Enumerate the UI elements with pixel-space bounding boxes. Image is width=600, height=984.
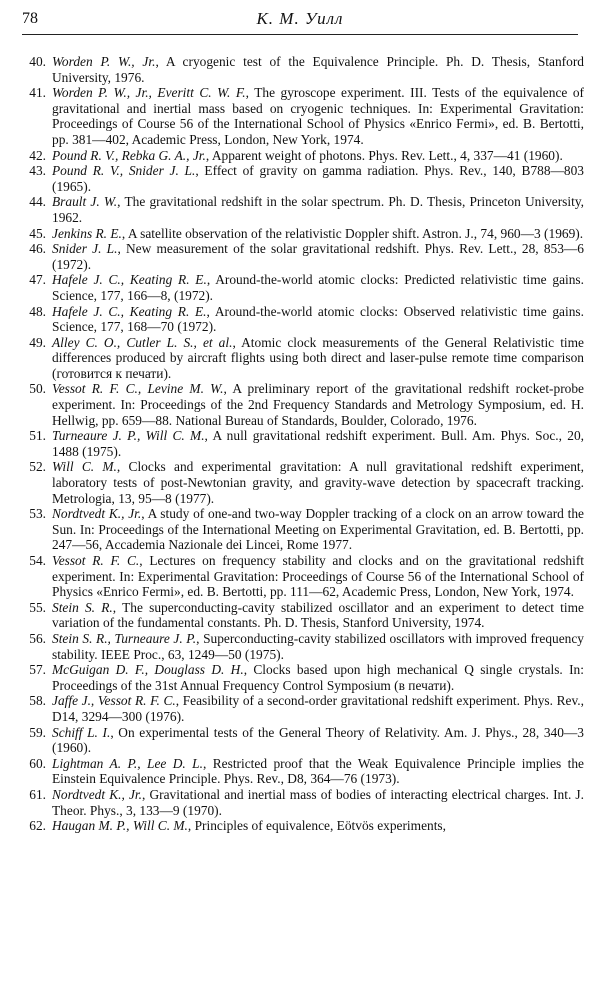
reference-separator: , (117, 241, 127, 257)
reference-authors: Nordtvedt K., Jr. (52, 786, 142, 802)
reference-separator: , (223, 381, 233, 397)
reference-item (18, 459, 584, 506)
reference-separator: , (245, 85, 255, 101)
reference-item (18, 428, 584, 459)
reference-number: 49. (29, 334, 46, 350)
reference-separator: , (141, 786, 150, 802)
reference-number: 62. (29, 818, 46, 834)
reference-text: Clocks based upon high mechanical Q single crystals. In: Proceedings of the 31st Annual Frequency Control Symposium (в печати). (52, 662, 584, 693)
reference-item (18, 304, 584, 335)
reference-text: The gyroscope experiment. III. Tests of the equivalence of gravitational and inertial mass based on cryogenic techniques. In: Experimental Gravitation: Proceedings of Course 56 of the International School of Physics «Enrico Fermi», ed. B. Bertotti, pp. 381—402, Academic Press, London, New York, 1974. (52, 85, 584, 147)
reference-separator: , (117, 194, 125, 210)
reference-authors: Stein S. R., Turneaure J. P. (52, 630, 197, 646)
reference-number: 57. (29, 662, 46, 678)
reference-number: 60. (29, 755, 46, 771)
reference-text: Around-the-world atomic clocks: Observed relativistic time gains. Science, 177, 168—70 (1972). (52, 303, 584, 335)
reference-number: 50. (29, 381, 46, 397)
reference-number: 47. (29, 272, 46, 288)
reference-authors: Vessot R. F. C., Levine M. W. (52, 381, 224, 397)
reference-list (18, 54, 584, 834)
reference-text: Lectures on frequency stability and clocks and on the gravitational redshift experiment. In: Experimental Gravitation: Proceedings of Course 56 of the International School of Physics «Enrico Fermi», ed. B. Bertotti, pp. 111—62, Academic Press, London, New York, 1974. (52, 553, 585, 600)
reference-item (18, 818, 584, 834)
reference-separator: , (243, 662, 254, 678)
reference-authors: Stein S. R. (52, 599, 113, 615)
reference-item (18, 725, 584, 756)
reference-number: 41. (29, 85, 46, 101)
reference-item (18, 756, 584, 787)
reference-authors: Jaffe J., Vessot R. F. C. (52, 693, 176, 709)
reference-number: 55. (29, 599, 46, 615)
reference-authors: Turneaure J. P., Will C. M. (52, 428, 205, 444)
reference-authors: Alley C. O., Cutler L. S., et al. (52, 334, 233, 350)
reference-text: A preliminary report of the gravitational redshift rocket-probe experiment. In: Proceedings of the 2nd Frequency Standards and Metrology Symposium, ed. H. Hellwig, pp. 659—88. National Bureau of Standards, Boulder, Colorado, 1976. (52, 381, 584, 428)
reference-authors: Hafele J. C., Keating R. E. (52, 272, 207, 288)
reference-separator: , (196, 630, 204, 646)
reference-authors: Lightman A. P., Lee D. L. (52, 755, 203, 771)
reference-number: 52. (29, 459, 46, 475)
reference-separator: , (206, 303, 215, 319)
reference-text: New measurement of the solar gravitational redshift. Phys. Rev. Lett., 28, 853—6 (1972). (52, 241, 584, 272)
reference-item (18, 506, 584, 553)
reference-item (18, 85, 584, 147)
reference-text: The superconducting-cavity stabilized oscillator and an experiment to detect time variation of the fundamental constants. Ph. D. Thesis, Stanford University, 1974. (52, 599, 584, 631)
reference-authors: Worden P. W., Jr., Everitt C. W. F. (52, 85, 246, 101)
reference-text: Restricted proof that the Weak Equivalence Principle implies the Einstein Equivalence Principle. Phys. Rev., D8, 364—76 (1973). (52, 755, 584, 787)
reference-item (18, 553, 584, 600)
reference-separator: , (110, 724, 119, 740)
reference-number: 54. (29, 553, 46, 568)
reference-separator: , (195, 163, 205, 179)
reference-item (18, 148, 584, 164)
reference-number: 59. (29, 724, 46, 740)
reference-separator: , (139, 553, 150, 568)
reference-separator: , (202, 755, 213, 771)
reference-item (18, 194, 584, 225)
reference-separator: , (141, 506, 148, 522)
reference-authors: Jenkins R. E. (52, 225, 122, 241)
reference-number: 46. (29, 241, 46, 257)
reference-item (18, 600, 584, 631)
reference-authors: Nordtvedt K., Jr. (52, 506, 142, 522)
reference-item (18, 693, 584, 724)
reference-separator: , (204, 428, 213, 444)
reference-item (18, 272, 584, 303)
reference-authors: Pound R. V., Snider J. L. (52, 163, 196, 179)
reference-number: 48. (29, 303, 46, 319)
reference-text: Feasibility of a second-order gravitational redshift experiment. Phys. Rev., D14, 3294—300 (1976). (52, 693, 584, 724)
page-number: 78 (22, 10, 38, 27)
reference-separator: , (232, 334, 242, 350)
reference-separator: , (205, 147, 212, 163)
reference-item (18, 241, 584, 272)
reference-number: 43. (29, 163, 46, 179)
reference-authors: Brault J. W. (52, 194, 118, 210)
reference-text: Superconducting-cavity stabilized oscillators with improved frequency stability. IEEE Proc., 63, 1249—50 (1975). (52, 630, 584, 662)
reference-item (18, 226, 584, 242)
reference-text: Atomic clock measurements of the General Relativistic time differences produced by aircraft flights using both direct and laser-pulse remote time comparison (готовится к печати). (52, 334, 584, 381)
reference-number: 42. (29, 147, 46, 163)
reference-authors: Will C. M. (52, 459, 117, 475)
reference-separator: , (175, 693, 183, 709)
reference-separator: , (187, 818, 195, 834)
reference-authors: McGuigan D. F., Douglass D. H. (52, 662, 244, 678)
reference-separator: , (112, 599, 123, 615)
reference-text: A study of one-and two-way Doppler tracking of a clock on an arrow toward the Sun. In: Proceedings of the International Meeting on Experimental Gravitation, ed. B. Bertotti, pp. 247—56, Accademia Nazionale dei Lincei, Rome 1977. (52, 506, 584, 553)
reference-item (18, 662, 584, 693)
reference-text: On experimental tests of the General Theory of Relativity. Am. J. Phys., 28, 340—3 (1960). (52, 724, 584, 756)
reference-text: A null gravitational redshift experiment. Bull. Am. Phys. Soc., 20, 1488 (1975). (52, 428, 584, 459)
reference-text: Effect of gravity on gamma radiation. Phys. Rev., 140, B788—803 (1965). (52, 163, 585, 194)
reference-item (18, 163, 584, 194)
reference-number: 58. (29, 693, 46, 709)
reference-text: A cryogenic test of the Equivalence Principle. Ph. D. Thesis, Stanford University, 1976. (52, 54, 584, 85)
reference-authors: Schiff L. I. (52, 724, 111, 740)
reference-text: The gravitational redshift in the solar spectrum. Ph. D. Thesis, Princeton University, 1962. (52, 194, 584, 225)
reference-text: Gravitational and inertial mass of bodies of interacting electrical charges. Int. J. Theor. Phys., 3, 133—9 (1970). (52, 786, 584, 818)
reference-number: 56. (29, 630, 46, 646)
reference-text: Principles of equivalence, Eötvös experiments, (194, 818, 446, 834)
reference-number: 53. (29, 506, 46, 522)
reference-number: 51. (29, 428, 46, 444)
reference-item (18, 787, 584, 818)
reference-separator: , (116, 459, 129, 475)
reference-item (18, 631, 584, 662)
reference-authors: Haugan M. P., Will C. M. (52, 818, 188, 834)
running-title: К. М. Уилл (256, 9, 344, 28)
reference-separator: , (155, 54, 166, 69)
reference-text: Clocks and experimental gravitation: A null gravitational redshift experiment, laboratory tests of post-Newtonian gravity, and gravity-wave detection by spacecraft tracking. Metrologia, 13, 95—8 (1977). (52, 459, 584, 506)
reference-item (18, 381, 584, 428)
reference-number: 44. (29, 194, 46, 210)
reference-number: 40. (29, 54, 46, 69)
reference-authors: Hafele J. C., Keating R. E. (52, 303, 207, 319)
reference-number: 61. (29, 786, 46, 802)
reference-number: 45. (29, 225, 46, 241)
reference-authors: Vessot R. F. C. (52, 553, 140, 568)
reference-separator: , (121, 225, 128, 241)
page-header (22, 6, 578, 35)
reference-authors: Worden P. W., Jr. (52, 54, 156, 69)
reference-text: Around-the-world atomic clocks: Predicted relativistic time gains. Science, 177, 166—8, (1972). (52, 272, 584, 303)
reference-item (18, 54, 584, 85)
reference-text: Apparent weight of photons. Phys. Rev. Lett., 4, 337—41 (1960). (211, 147, 563, 163)
reference-authors: Pound R. V., Rebka G. A., Jr. (52, 147, 206, 163)
reference-item (18, 335, 584, 382)
reference-authors: Snider J. L. (52, 241, 118, 257)
reference-separator: , (206, 272, 216, 288)
reference-text: A satellite observation of the relativistic Doppler shift. Astron. J., 74, 960—3 (1969). (127, 225, 584, 241)
